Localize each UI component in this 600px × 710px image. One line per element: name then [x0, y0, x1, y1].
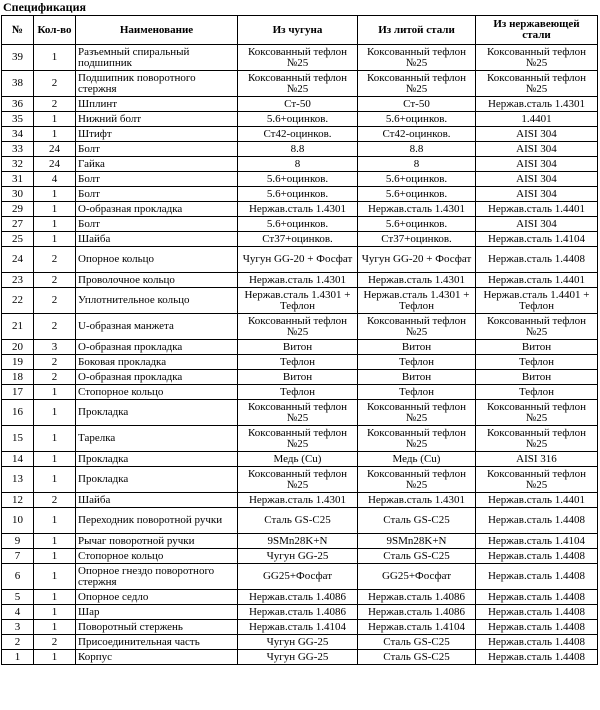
table-row [2, 400, 598, 426]
cell-cast-steel: Нержав.сталь 1.4104 [358, 620, 476, 635]
cell-number: 24 [2, 247, 34, 273]
cell-name: Болт [76, 142, 238, 157]
header-cast-steel: Из литой стали [358, 16, 476, 45]
cell-cast-iron: Витон [238, 340, 358, 355]
cell-cast-iron: Коксованный тефлон №25 [238, 314, 358, 340]
cell-stainless-steel: Нержав.сталь 1.4408 [476, 247, 598, 273]
table-row [2, 493, 598, 508]
cell-name: Шайба [76, 493, 238, 508]
table-row [2, 355, 598, 370]
cell-name: О-образная прокладка [76, 340, 238, 355]
table-row [2, 534, 598, 549]
cell-stainless-steel: Нержав.сталь 1.4401 [476, 493, 598, 508]
cell-number: 5 [2, 590, 34, 605]
table-row [2, 370, 598, 385]
cell-cast-iron: 9SMn28K+N [238, 534, 358, 549]
cell-stainless-steel: Нержав.сталь 1.4301 [476, 97, 598, 112]
header-number: № [2, 16, 34, 45]
cell-number: 6 [2, 564, 34, 590]
table-row [2, 426, 598, 452]
cell-number: 39 [2, 45, 34, 71]
cell-stainless-steel: Тефлон [476, 385, 598, 400]
cell-stainless-steel: Нержав.сталь 1.4401 [476, 202, 598, 217]
cell-stainless-steel: AISI 316 [476, 452, 598, 467]
cell-cast-steel: Чугун GG-20 + Фосфат [358, 247, 476, 273]
table-row [2, 71, 598, 97]
cell-stainless-steel: Нержав.сталь 1.4401 [476, 273, 598, 288]
table-row [2, 605, 598, 620]
cell-stainless-steel: Нержав.сталь 1.4104 [476, 232, 598, 247]
cell-quantity: 1 [34, 590, 76, 605]
cell-cast-steel: Сталь GS-C25 [358, 549, 476, 564]
cell-stainless-steel: AISI 304 [476, 142, 598, 157]
cell-number: 31 [2, 172, 34, 187]
cell-cast-steel: 5.6+оцинков. [358, 217, 476, 232]
cell-quantity: 2 [34, 355, 76, 370]
table-row [2, 247, 598, 273]
table-header-row [2, 16, 598, 45]
cell-stainless-steel: Коксованный тефлон №25 [476, 314, 598, 340]
cell-cast-steel: Тефлон [358, 385, 476, 400]
cell-cast-iron: Нержав.сталь 1.4301 [238, 273, 358, 288]
cell-stainless-steel: AISI 304 [476, 127, 598, 142]
cell-name: Нижний болт [76, 112, 238, 127]
cell-stainless-steel: Витон [476, 340, 598, 355]
cell-name: О-образная прокладка [76, 370, 238, 385]
cell-name: Стопорное кольцо [76, 385, 238, 400]
cell-number: 4 [2, 605, 34, 620]
cell-cast-iron: Нержав.сталь 1.4301 [238, 493, 358, 508]
cell-number: 25 [2, 232, 34, 247]
cell-cast-steel: Нержав.сталь 1.4086 [358, 590, 476, 605]
cell-cast-steel: Сталь GS-C25 [358, 635, 476, 650]
table-row [2, 590, 598, 605]
cell-cast-steel: Сталь GS-C25 [358, 650, 476, 665]
cell-number: 36 [2, 97, 34, 112]
table-row [2, 142, 598, 157]
table-row [2, 650, 598, 665]
cell-number: 38 [2, 71, 34, 97]
header-name: Наименование [76, 16, 238, 45]
cell-name: Болт [76, 172, 238, 187]
header-cast-iron: Из чугуна [238, 16, 358, 45]
cell-number: 3 [2, 620, 34, 635]
cell-cast-iron: 5.6+оцинков. [238, 112, 358, 127]
cell-cast-iron: Чугун GG-25 [238, 635, 358, 650]
cell-cast-iron: Нержав.сталь 1.4301 [238, 202, 358, 217]
cell-quantity: 1 [34, 45, 76, 71]
cell-cast-steel: 8.8 [358, 142, 476, 157]
cell-cast-iron: Нержав.сталь 1.4086 [238, 605, 358, 620]
cell-number: 14 [2, 452, 34, 467]
cell-name: Прокладка [76, 452, 238, 467]
table-row [2, 288, 598, 314]
table-row [2, 620, 598, 635]
cell-number: 27 [2, 217, 34, 232]
cell-name: Прокладка [76, 467, 238, 493]
cell-quantity: 2 [34, 247, 76, 273]
table-row [2, 340, 598, 355]
cell-quantity: 3 [34, 340, 76, 355]
cell-stainless-steel: Нержав.сталь 1.4408 [476, 590, 598, 605]
cell-number: 34 [2, 127, 34, 142]
cell-quantity: 1 [34, 605, 76, 620]
cell-name: Опорное кольцо [76, 247, 238, 273]
cell-stainless-steel: AISI 304 [476, 157, 598, 172]
cell-quantity: 1 [34, 217, 76, 232]
cell-number: 7 [2, 549, 34, 564]
table-row [2, 385, 598, 400]
cell-stainless-steel: Коксованный тефлон №25 [476, 400, 598, 426]
table-row [2, 97, 598, 112]
table-body [2, 45, 598, 665]
cell-name: Гайка [76, 157, 238, 172]
cell-stainless-steel: Нержав.сталь 1.4408 [476, 564, 598, 590]
cell-name: Шар [76, 605, 238, 620]
cell-name: Рычаг поворотной ручки [76, 534, 238, 549]
table-row [2, 112, 598, 127]
cell-name: Проволочное кольцо [76, 273, 238, 288]
cell-name: О-образная прокладка [76, 202, 238, 217]
cell-cast-steel: Ст37+оцинков. [358, 232, 476, 247]
table-row [2, 467, 598, 493]
header-stainless-steel: Из нержавеющей стали [476, 16, 598, 45]
specification-table [1, 15, 598, 665]
cell-quantity: 1 [34, 650, 76, 665]
table-row [2, 635, 598, 650]
cell-cast-iron: Чугун GG-20 + Фосфат [238, 247, 358, 273]
cell-cast-steel: 5.6+оцинков. [358, 172, 476, 187]
cell-cast-steel: Нержав.сталь 1.4301 + Тефлон [358, 288, 476, 314]
cell-name: Опорное седло [76, 590, 238, 605]
cell-cast-steel: Коксованный тефлон №25 [358, 400, 476, 426]
cell-name: U-образная манжета [76, 314, 238, 340]
cell-stainless-steel: Нержав.сталь 1.4104 [476, 534, 598, 549]
cell-stainless-steel: AISI 304 [476, 172, 598, 187]
cell-name: Тарелка [76, 426, 238, 452]
cell-quantity: 1 [34, 549, 76, 564]
cell-quantity: 1 [34, 508, 76, 534]
cell-quantity: 4 [34, 172, 76, 187]
cell-cast-iron: 8 [238, 157, 358, 172]
cell-quantity: 2 [34, 71, 76, 97]
cell-number: 2 [2, 635, 34, 650]
cell-stainless-steel: Коксованный тефлон №25 [476, 45, 598, 71]
cell-name: Поворотный стержень [76, 620, 238, 635]
cell-stainless-steel: AISI 304 [476, 217, 598, 232]
cell-cast-steel: Коксованный тефлон №25 [358, 45, 476, 71]
cell-cast-iron: Чугун GG-25 [238, 650, 358, 665]
cell-cast-steel: Нержав.сталь 1.4301 [358, 202, 476, 217]
cell-cast-iron: Витон [238, 370, 358, 385]
cell-cast-iron: Ст-50 [238, 97, 358, 112]
cell-quantity: 2 [34, 314, 76, 340]
cell-cast-iron: 5.6+оцинков. [238, 172, 358, 187]
cell-cast-steel: GG25+Фосфат [358, 564, 476, 590]
cell-quantity: 1 [34, 467, 76, 493]
cell-quantity: 1 [34, 620, 76, 635]
cell-cast-steel: Нержав.сталь 1.4301 [358, 493, 476, 508]
cell-cast-steel: Коксованный тефлон №25 [358, 314, 476, 340]
cell-name: Подшипник поворотного стержня [76, 71, 238, 97]
cell-cast-iron: Сталь GS-C25 [238, 508, 358, 534]
cell-quantity: 1 [34, 400, 76, 426]
cell-cast-steel: 5.6+оцинков. [358, 187, 476, 202]
cell-cast-steel: Тефлон [358, 355, 476, 370]
cell-number: 1 [2, 650, 34, 665]
cell-stainless-steel: Нержав.сталь 1.4408 [476, 549, 598, 564]
cell-stainless-steel: AISI 304 [476, 187, 598, 202]
cell-number: 33 [2, 142, 34, 157]
cell-cast-steel: Нержав.сталь 1.4086 [358, 605, 476, 620]
table-row [2, 202, 598, 217]
cell-cast-iron: Коксованный тефлон №25 [238, 467, 358, 493]
cell-cast-steel: 9SMn28K+N [358, 534, 476, 549]
cell-number: 9 [2, 534, 34, 549]
cell-quantity: 2 [34, 493, 76, 508]
table-row [2, 508, 598, 534]
cell-number: 20 [2, 340, 34, 355]
cell-cast-iron: Коксованный тефлон №25 [238, 426, 358, 452]
cell-name: Шайба [76, 232, 238, 247]
cell-cast-steel: Нержав.сталь 1.4301 [358, 273, 476, 288]
cell-cast-steel: Сталь GS-C25 [358, 508, 476, 534]
cell-cast-iron: Тефлон [238, 355, 358, 370]
cell-quantity: 2 [34, 370, 76, 385]
cell-quantity: 2 [34, 635, 76, 650]
table-row [2, 549, 598, 564]
cell-cast-steel: Ст42-оцинков. [358, 127, 476, 142]
cell-stainless-steel: Нержав.сталь 1.4401 + Тефлон [476, 288, 598, 314]
cell-name: Опорное гнездо поворотного стержня [76, 564, 238, 590]
cell-quantity: 24 [34, 157, 76, 172]
cell-number: 13 [2, 467, 34, 493]
cell-cast-iron: Тефлон [238, 385, 358, 400]
cell-name: Прокладка [76, 400, 238, 426]
cell-cast-steel: Ст-50 [358, 97, 476, 112]
cell-cast-iron: Ст42-оцинков. [238, 127, 358, 142]
cell-stainless-steel: Нержав.сталь 1.4408 [476, 508, 598, 534]
table-row [2, 564, 598, 590]
cell-stainless-steel: 1.4401 [476, 112, 598, 127]
table-row [2, 314, 598, 340]
cell-number: 16 [2, 400, 34, 426]
cell-name: Боковая прокладка [76, 355, 238, 370]
cell-quantity: 2 [34, 288, 76, 314]
cell-cast-steel: Медь (Cu) [358, 452, 476, 467]
cell-name: Штифт [76, 127, 238, 142]
cell-quantity: 1 [34, 534, 76, 549]
cell-cast-iron: Нержав.сталь 1.4086 [238, 590, 358, 605]
cell-quantity: 2 [34, 273, 76, 288]
cell-number: 29 [2, 202, 34, 217]
cell-cast-iron: 8.8 [238, 142, 358, 157]
cell-stainless-steel: Коксованный тефлон №25 [476, 426, 598, 452]
cell-quantity: 1 [34, 452, 76, 467]
cell-number: 21 [2, 314, 34, 340]
cell-cast-iron: Нержав.сталь 1.4104 [238, 620, 358, 635]
cell-number: 17 [2, 385, 34, 400]
table-row [2, 172, 598, 187]
cell-quantity: 1 [34, 564, 76, 590]
cell-quantity: 1 [34, 232, 76, 247]
cell-cast-iron: 5.6+оцинков. [238, 187, 358, 202]
cell-number: 23 [2, 273, 34, 288]
cell-quantity: 1 [34, 187, 76, 202]
cell-name: Переходник поворотной ручки [76, 508, 238, 534]
table-row [2, 273, 598, 288]
cell-stainless-steel: Тефлон [476, 355, 598, 370]
cell-number: 10 [2, 508, 34, 534]
cell-number: 35 [2, 112, 34, 127]
cell-cast-iron: Нержав.сталь 1.4301 + Тефлон [238, 288, 358, 314]
cell-stainless-steel: Витон [476, 370, 598, 385]
cell-cast-steel: 8 [358, 157, 476, 172]
cell-number: 30 [2, 187, 34, 202]
cell-cast-iron: 5.6+оцинков. [238, 217, 358, 232]
cell-number: 18 [2, 370, 34, 385]
cell-quantity: 1 [34, 385, 76, 400]
cell-name: Присоединительная часть [76, 635, 238, 650]
cell-stainless-steel: Коксованный тефлон №25 [476, 71, 598, 97]
cell-cast-steel: Коксованный тефлон №25 [358, 426, 476, 452]
cell-number: 15 [2, 426, 34, 452]
cell-name: Болт [76, 217, 238, 232]
cell-number: 22 [2, 288, 34, 314]
cell-name: Болт [76, 187, 238, 202]
cell-cast-iron: Медь (Cu) [238, 452, 358, 467]
cell-name: Корпус [76, 650, 238, 665]
cell-quantity: 2 [34, 97, 76, 112]
cell-quantity: 1 [34, 127, 76, 142]
header-quantity: Кол-во [34, 16, 76, 45]
cell-cast-steel: Витон [358, 340, 476, 355]
cell-cast-steel: 5.6+оцинков. [358, 112, 476, 127]
cell-stainless-steel: Нержав.сталь 1.4408 [476, 635, 598, 650]
cell-cast-steel: Витон [358, 370, 476, 385]
cell-number: 32 [2, 157, 34, 172]
cell-cast-steel: Коксованный тефлон №25 [358, 467, 476, 493]
cell-stainless-steel: Нержав.сталь 1.4408 [476, 605, 598, 620]
cell-cast-iron: Коксованный тефлон №25 [238, 45, 358, 71]
cell-cast-steel: Коксованный тефлон №25 [358, 71, 476, 97]
cell-cast-iron: Ст37+оцинков. [238, 232, 358, 247]
cell-name: Шплинт [76, 97, 238, 112]
table-row [2, 217, 598, 232]
table-row [2, 157, 598, 172]
document-title: Спецификация [3, 0, 87, 14]
cell-cast-iron: GG25+Фосфат [238, 564, 358, 590]
cell-stainless-steel: Коксованный тефлон №25 [476, 467, 598, 493]
cell-quantity: 1 [34, 426, 76, 452]
cell-number: 19 [2, 355, 34, 370]
table-row [2, 187, 598, 202]
table-row [2, 45, 598, 71]
cell-cast-iron: Коксованный тефлон №25 [238, 71, 358, 97]
cell-stainless-steel: Нержав.сталь 1.4408 [476, 650, 598, 665]
table-row [2, 232, 598, 247]
table-row [2, 452, 598, 467]
table-row [2, 127, 598, 142]
cell-name: Разъемный спиральный подшипник [76, 45, 238, 71]
cell-quantity: 1 [34, 202, 76, 217]
cell-cast-iron: Коксованный тефлон №25 [238, 400, 358, 426]
cell-stainless-steel: Нержав.сталь 1.4408 [476, 620, 598, 635]
cell-name: Уплотнительное кольцо [76, 288, 238, 314]
cell-quantity: 1 [34, 112, 76, 127]
cell-name: Стопорное кольцо [76, 549, 238, 564]
cell-cast-iron: Чугун GG-25 [238, 549, 358, 564]
cell-number: 12 [2, 493, 34, 508]
cell-quantity: 24 [34, 142, 76, 157]
